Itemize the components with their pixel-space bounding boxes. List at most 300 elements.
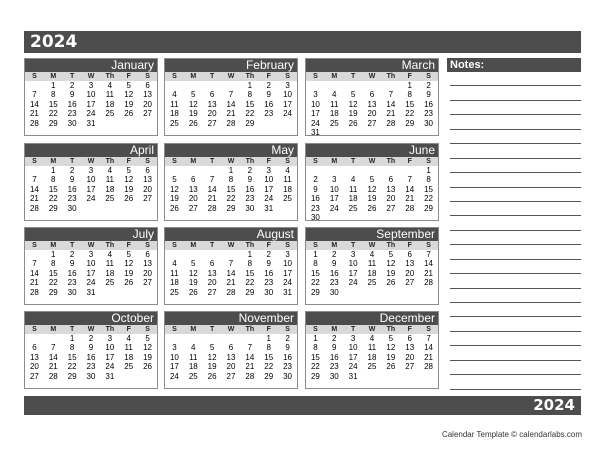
- month-december: [305, 311, 439, 389]
- day-cell: 13: [405, 343, 415, 353]
- day-cell: 13: [226, 352, 236, 362]
- weekday-label: T: [210, 73, 215, 80]
- day-cell: 13: [386, 184, 396, 194]
- day-grid: [306, 166, 438, 222]
- weekday-label: Th: [105, 158, 115, 165]
- weekday-label: S: [313, 73, 318, 80]
- day-cell: 21: [386, 109, 396, 119]
- day-cell: 3: [88, 250, 94, 259]
- note-line[interactable]: [450, 144, 581, 158]
- day-empty: [184, 81, 203, 90]
- day-cell: 8: [51, 90, 56, 100]
- weekday-label: M: [331, 158, 338, 165]
- weekday-row: [25, 157, 157, 166]
- weekday-label: W: [227, 158, 235, 165]
- note-line[interactable]: [450, 72, 581, 86]
- day-cell: 5: [350, 90, 356, 100]
- weekday-label: S: [145, 73, 150, 80]
- day-cell: 15: [245, 99, 255, 109]
- day-cell: 28: [48, 371, 58, 381]
- day-cell: 13: [143, 90, 153, 100]
- month-name: March: [306, 59, 438, 72]
- weekday-label: Th: [105, 242, 115, 249]
- day-cell: 25: [367, 362, 377, 372]
- day-cell: 9: [266, 259, 271, 269]
- day-cell: 16: [329, 268, 339, 278]
- weekday-label: S: [172, 73, 177, 80]
- day-cell: 30: [329, 371, 339, 381]
- day-cell: 18: [283, 184, 293, 194]
- day-cell: 15: [264, 352, 274, 362]
- day-cell: 7: [426, 334, 431, 343]
- day-cell: 5: [126, 250, 131, 259]
- day-cell: 6: [209, 90, 215, 100]
- day-cell: 1: [426, 166, 431, 175]
- day-cell: 21: [207, 194, 217, 204]
- day-cell: 8: [407, 90, 412, 100]
- day-cell: 11: [283, 175, 292, 185]
- day-cell: 14: [48, 352, 58, 362]
- weekday-label: Th: [245, 326, 255, 333]
- day-cell: 10: [86, 90, 96, 100]
- day-cell: 12: [367, 184, 377, 194]
- day-cell: 30: [86, 371, 96, 381]
- day-cell: 29: [245, 118, 255, 128]
- day-cell: 11: [367, 259, 377, 269]
- weekday-label: W: [87, 73, 95, 80]
- day-cell: 24: [169, 371, 179, 381]
- day-cell: 4: [126, 334, 131, 343]
- day-cell: 9: [266, 90, 271, 100]
- day-cell: 6: [145, 81, 150, 90]
- weekday-label: M: [50, 242, 57, 249]
- note-line[interactable]: [450, 216, 581, 230]
- note-line[interactable]: [450, 86, 581, 100]
- weekday-label: Th: [386, 158, 396, 165]
- day-cell: 27: [188, 203, 198, 213]
- day-cell: 16: [67, 184, 77, 194]
- weekday-label: Th: [245, 242, 255, 249]
- day-empty: [363, 81, 382, 90]
- day-cell: 11: [189, 352, 198, 362]
- day-cell: 7: [51, 343, 56, 353]
- day-cell: 28: [207, 203, 217, 213]
- weekday-label: S: [32, 158, 37, 165]
- day-cell: 16: [67, 268, 77, 278]
- weekday-label: M: [50, 158, 57, 165]
- day-cell: 23: [424, 109, 434, 119]
- month-name: August: [165, 228, 297, 241]
- day-cell: 12: [188, 99, 198, 109]
- day-grid: [165, 81, 297, 128]
- day-cell: 25: [105, 278, 115, 288]
- day-cell: 17: [329, 194, 339, 204]
- day-cell: 20: [29, 362, 39, 372]
- weekday-label: T: [70, 73, 75, 80]
- day-cell: 20: [188, 194, 198, 204]
- day-cell: 22: [310, 362, 320, 372]
- day-cell: 31: [105, 371, 115, 381]
- day-cell: 14: [386, 99, 396, 109]
- day-cell: 16: [264, 99, 274, 109]
- day-cell: 16: [283, 352, 293, 362]
- day-empty: [184, 166, 203, 175]
- day-cell: 6: [407, 334, 412, 343]
- note-line[interactable]: [450, 346, 581, 360]
- day-cell: 17: [310, 109, 320, 119]
- day-cell: 18: [348, 194, 358, 204]
- weekday-label: W: [368, 73, 376, 80]
- day-cell: 17: [283, 99, 293, 109]
- weekday-label: M: [331, 242, 338, 249]
- weekday-row: [306, 325, 438, 334]
- day-cell: 3: [285, 81, 290, 90]
- month-name: February: [165, 59, 297, 72]
- day-cell: 23: [329, 362, 339, 372]
- day-cell: 30: [424, 118, 434, 128]
- day-cell: 2: [285, 334, 290, 343]
- weekday-label: S: [285, 326, 290, 333]
- month-name: April: [25, 144, 157, 157]
- day-cell: 9: [247, 175, 253, 185]
- day-cell: 18: [329, 109, 339, 119]
- day-cell: 30: [264, 287, 274, 297]
- month-october: [24, 311, 158, 389]
- day-cell: 10: [283, 90, 293, 100]
- weekday-row: [165, 325, 297, 334]
- day-cell: 4: [107, 166, 113, 175]
- day-cell: 14: [29, 99, 39, 109]
- day-cell: 17: [86, 268, 96, 278]
- weekday-label: F: [407, 242, 412, 249]
- day-cell: 17: [86, 184, 96, 194]
- day-cell: 20: [405, 352, 415, 362]
- day-cell: 13: [405, 259, 415, 269]
- day-grid: [25, 250, 157, 297]
- day-cell: 21: [48, 362, 58, 372]
- weekday-label: S: [32, 73, 37, 80]
- day-cell: 29: [48, 203, 58, 213]
- day-cell: 11: [330, 99, 339, 109]
- day-cell: 7: [228, 90, 234, 100]
- day-cell: 20: [143, 99, 153, 109]
- note-line[interactable]: [450, 289, 581, 303]
- notes-header: [447, 58, 581, 72]
- note-line[interactable]: [450, 159, 581, 173]
- weekday-label: S: [32, 326, 37, 333]
- day-cell: 25: [188, 371, 198, 381]
- day-cell: 26: [124, 109, 134, 119]
- day-cell: 21: [226, 278, 236, 288]
- day-empty: [222, 81, 241, 90]
- day-cell: 14: [405, 184, 415, 194]
- day-cell: 29: [67, 371, 77, 381]
- day-cell: 11: [105, 90, 114, 100]
- day-cell: 16: [86, 352, 96, 362]
- day-cell: 15: [48, 99, 58, 109]
- note-line[interactable]: [450, 173, 581, 187]
- day-cell: 12: [386, 343, 396, 353]
- day-cell: 9: [69, 259, 75, 269]
- day-cell: 27: [405, 278, 415, 288]
- day-cell: 19: [386, 352, 396, 362]
- day-cell: 4: [107, 250, 113, 259]
- weekday-label: W: [368, 326, 376, 333]
- day-cell: 18: [367, 268, 377, 278]
- day-cell: 31: [310, 127, 320, 137]
- weekday-label: S: [313, 326, 318, 333]
- day-cell: 1: [266, 334, 271, 343]
- day-cell: 21: [405, 194, 415, 204]
- weekday-label: S: [285, 242, 290, 249]
- day-cell: 23: [86, 362, 96, 372]
- day-cell: 16: [245, 184, 255, 194]
- day-cell: 3: [350, 250, 356, 259]
- note-line[interactable]: [450, 332, 581, 346]
- month-november: [164, 311, 298, 389]
- day-cell: 2: [313, 175, 318, 185]
- day-cell: 19: [188, 278, 198, 288]
- weekday-label: W: [227, 242, 235, 249]
- day-cell: 30: [67, 203, 77, 213]
- weekday-label: S: [426, 158, 431, 165]
- day-cell: 15: [48, 268, 58, 278]
- weekday-label: T: [70, 242, 75, 249]
- day-empty: [240, 334, 259, 343]
- note-line[interactable]: [450, 115, 581, 129]
- day-cell: 8: [51, 259, 56, 269]
- day-cell: 8: [247, 90, 253, 100]
- day-cell: 11: [170, 99, 179, 109]
- day-cell: 28: [424, 278, 434, 288]
- day-empty: [165, 334, 184, 343]
- note-line[interactable]: [450, 260, 581, 274]
- month-march: [305, 58, 439, 136]
- day-cell: 24: [329, 203, 339, 213]
- day-cell: 17: [169, 362, 179, 372]
- day-cell: 28: [226, 118, 236, 128]
- weekday-label: S: [285, 158, 290, 165]
- day-cell: 6: [145, 166, 150, 175]
- day-cell: 23: [67, 278, 77, 288]
- day-cell: 7: [388, 90, 394, 100]
- day-cell: 2: [426, 81, 431, 90]
- month-name: December: [306, 312, 438, 325]
- weekday-label: S: [313, 242, 318, 249]
- weekday-label: S: [145, 242, 150, 249]
- day-empty: [203, 166, 222, 175]
- day-cell: 27: [207, 287, 217, 297]
- day-cell: 5: [126, 81, 131, 90]
- day-cell: 24: [310, 118, 320, 128]
- weekday-row: [306, 157, 438, 166]
- month-name: January: [25, 59, 157, 72]
- day-cell: 4: [285, 166, 290, 175]
- day-cell: 5: [191, 90, 196, 100]
- day-cell: 5: [369, 175, 375, 185]
- day-cell: 2: [266, 81, 271, 90]
- day-empty: [165, 250, 184, 259]
- note-line[interactable]: [450, 245, 581, 259]
- day-cell: 22: [405, 109, 415, 119]
- day-cell: 16: [329, 352, 339, 362]
- weekday-row: [25, 241, 157, 250]
- day-cell: 5: [191, 259, 196, 269]
- note-line[interactable]: [450, 361, 581, 375]
- day-empty: [203, 334, 222, 343]
- day-grid: [306, 250, 438, 297]
- day-cell: 29: [245, 287, 255, 297]
- day-grid: [165, 250, 297, 297]
- day-cell: 24: [86, 194, 96, 204]
- day-cell: 22: [226, 194, 236, 204]
- day-cell: 27: [29, 371, 39, 381]
- day-cell: 3: [285, 250, 290, 259]
- day-cell: 10: [105, 343, 115, 353]
- day-empty: [165, 166, 184, 175]
- day-cell: 7: [32, 175, 37, 185]
- weekday-label: F: [407, 158, 412, 165]
- weekday-label: W: [368, 242, 376, 249]
- day-cell: 14: [424, 259, 434, 269]
- day-cell: 19: [124, 268, 134, 278]
- note-line[interactable]: [450, 231, 581, 245]
- day-cell: 10: [86, 175, 96, 185]
- weekday-label: M: [190, 242, 197, 249]
- weekday-label: T: [70, 326, 75, 333]
- day-cell: 15: [245, 268, 255, 278]
- weekday-label: F: [266, 326, 271, 333]
- day-empty: [25, 250, 44, 259]
- day-cell: 22: [48, 278, 58, 288]
- day-cell: 6: [369, 90, 375, 100]
- month-february: [164, 58, 298, 136]
- note-line[interactable]: [450, 317, 581, 331]
- day-cell: 26: [124, 194, 134, 204]
- day-cell: 7: [32, 259, 37, 269]
- day-cell: 21: [245, 362, 255, 372]
- month-september: [305, 227, 439, 305]
- weekday-label: T: [210, 242, 215, 249]
- day-cell: 4: [191, 343, 196, 353]
- day-empty: [306, 166, 325, 175]
- day-cell: 8: [266, 343, 271, 353]
- day-cell: 7: [247, 343, 253, 353]
- day-cell: 14: [29, 268, 39, 278]
- day-cell: 24: [283, 278, 293, 288]
- weekday-label: F: [126, 158, 131, 165]
- day-cell: 20: [207, 109, 217, 119]
- day-cell: 22: [310, 278, 320, 288]
- weekday-label: S: [172, 158, 177, 165]
- day-empty: [363, 166, 382, 175]
- day-cell: 30: [283, 371, 293, 381]
- day-cell: 14: [424, 343, 434, 353]
- month-april: [24, 143, 158, 221]
- day-cell: 14: [207, 184, 217, 194]
- day-cell: 28: [405, 203, 415, 213]
- note-line[interactable]: [450, 375, 581, 389]
- note-line[interactable]: [450, 188, 581, 202]
- day-cell: 24: [86, 278, 96, 288]
- day-cell: 23: [264, 278, 274, 288]
- day-cell: 23: [67, 109, 77, 119]
- note-line[interactable]: [450, 101, 581, 115]
- weekday-label: S: [426, 242, 431, 249]
- note-line[interactable]: [450, 202, 581, 216]
- note-line[interactable]: [450, 303, 581, 317]
- year-footer-title: 2024: [533, 396, 575, 414]
- weekday-label: S: [172, 326, 177, 333]
- day-cell: 15: [226, 184, 236, 194]
- weekday-label: T: [351, 158, 356, 165]
- day-cell: 17: [348, 268, 358, 278]
- day-cell: 3: [313, 90, 318, 100]
- note-line[interactable]: [450, 130, 581, 144]
- day-cell: 5: [126, 166, 131, 175]
- day-cell: 8: [313, 343, 318, 353]
- day-cell: 29: [310, 287, 320, 297]
- notes-lines[interactable]: [450, 72, 581, 390]
- day-cell: 4: [369, 334, 375, 343]
- day-cell: 10: [348, 343, 358, 353]
- day-cell: 4: [369, 250, 375, 259]
- day-cell: 28: [29, 203, 39, 213]
- day-cell: 7: [32, 90, 37, 100]
- weekday-label: S: [32, 242, 37, 249]
- day-cell: 15: [310, 268, 320, 278]
- weekday-label: W: [87, 158, 95, 165]
- day-cell: 27: [386, 203, 396, 213]
- day-cell: 26: [143, 362, 153, 372]
- day-cell: 27: [207, 118, 217, 128]
- day-cell: 17: [264, 184, 274, 194]
- day-empty: [222, 250, 241, 259]
- day-cell: 18: [367, 352, 377, 362]
- day-cell: 31: [283, 287, 293, 297]
- weekday-label: F: [266, 73, 271, 80]
- day-cell: 29: [48, 287, 58, 297]
- weekday-label: T: [210, 158, 215, 165]
- note-line[interactable]: [450, 274, 581, 288]
- day-grid: [25, 81, 157, 128]
- day-cell: 10: [310, 99, 320, 109]
- day-cell: 17: [283, 268, 293, 278]
- day-cell: 23: [329, 278, 339, 288]
- day-cell: 25: [105, 194, 115, 204]
- day-cell: 28: [386, 118, 396, 128]
- day-grid: [25, 334, 157, 381]
- day-cell: 19: [143, 352, 153, 362]
- day-cell: 27: [405, 362, 415, 372]
- day-cell: 5: [388, 250, 394, 259]
- day-cell: 12: [207, 352, 217, 362]
- day-cell: 23: [283, 362, 293, 372]
- day-cell: 8: [69, 343, 75, 353]
- day-cell: 11: [124, 343, 133, 353]
- day-cell: 8: [51, 175, 56, 185]
- day-cell: 21: [424, 268, 434, 278]
- weekday-row: [165, 241, 297, 250]
- day-cell: 2: [69, 250, 75, 259]
- weekday-label: Th: [386, 326, 396, 333]
- day-cell: 14: [245, 352, 255, 362]
- day-cell: 3: [88, 81, 94, 90]
- day-cell: 10: [169, 352, 179, 362]
- day-cell: 12: [124, 90, 134, 100]
- day-cell: 27: [367, 118, 377, 128]
- day-cell: 5: [145, 334, 150, 343]
